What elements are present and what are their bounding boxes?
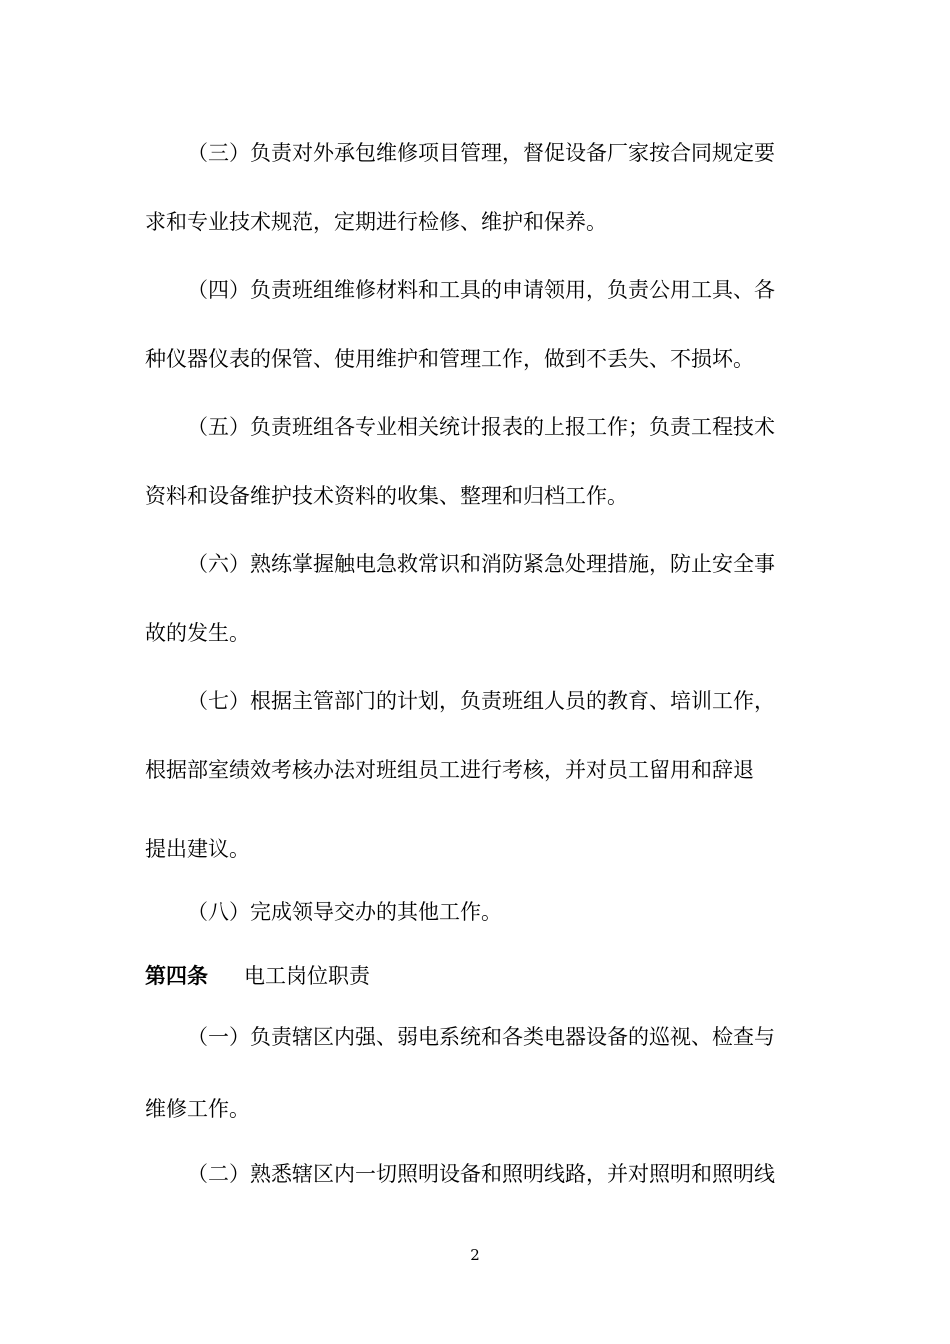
item-3-line-1: （三）负责对外承包维修项目管理，督促设备厂家按合同规定要	[187, 141, 775, 165]
item-7-line-1: （七）根据主管部门的计划，负责班组人员的教育、培训工作，	[187, 689, 775, 713]
item-6-line-2: 故的发生。	[145, 621, 250, 645]
item-3-line-2: 求和专业技术规范，定期进行检修、维护和保养。	[145, 210, 607, 234]
item-8-line-1: （八）完成领导交办的其他工作。	[187, 900, 502, 924]
article-4-item-1-line-1: （一）负责辖区内强、弱电系统和各类电器设备的巡视、检查与	[187, 1025, 775, 1049]
article-4-label: 第四条	[145, 963, 208, 988]
page-number: 2	[470, 1246, 480, 1264]
article-4-heading	[145, 962, 810, 990]
item-4-line-1: （四）负责班组维修材料和工具的申请领用，负责公用工具、各	[187, 278, 775, 302]
item-7-line-2: 根据部室绩效考核办法对班组员工进行考核，并对员工留用和辞退	[145, 758, 754, 782]
item-5-line-1: （五）负责班组各专业相关统计报表的上报工作；负责工程技术	[187, 415, 775, 439]
article-4-title: 电工岗位职责	[244, 964, 370, 988]
item-6-line-1: （六）熟练掌握触电急救常识和消防紧急处理措施，防止安全事	[187, 552, 775, 576]
item-4-line-2: 种仪器仪表的保管、使用维护和管理工作，做到不丢失、不损坏。	[145, 347, 754, 371]
article-4-item-2-line-1: （二）熟悉辖区内一切照明设备和照明线路，并对照明和照明线	[187, 1162, 775, 1186]
item-7-line-3: 提出建议。	[145, 837, 250, 861]
item-5-line-2: 资料和设备维护技术资料的收集、整理和归档工作。	[145, 484, 628, 508]
article-4-item-1-line-2: 维修工作。	[145, 1097, 250, 1121]
